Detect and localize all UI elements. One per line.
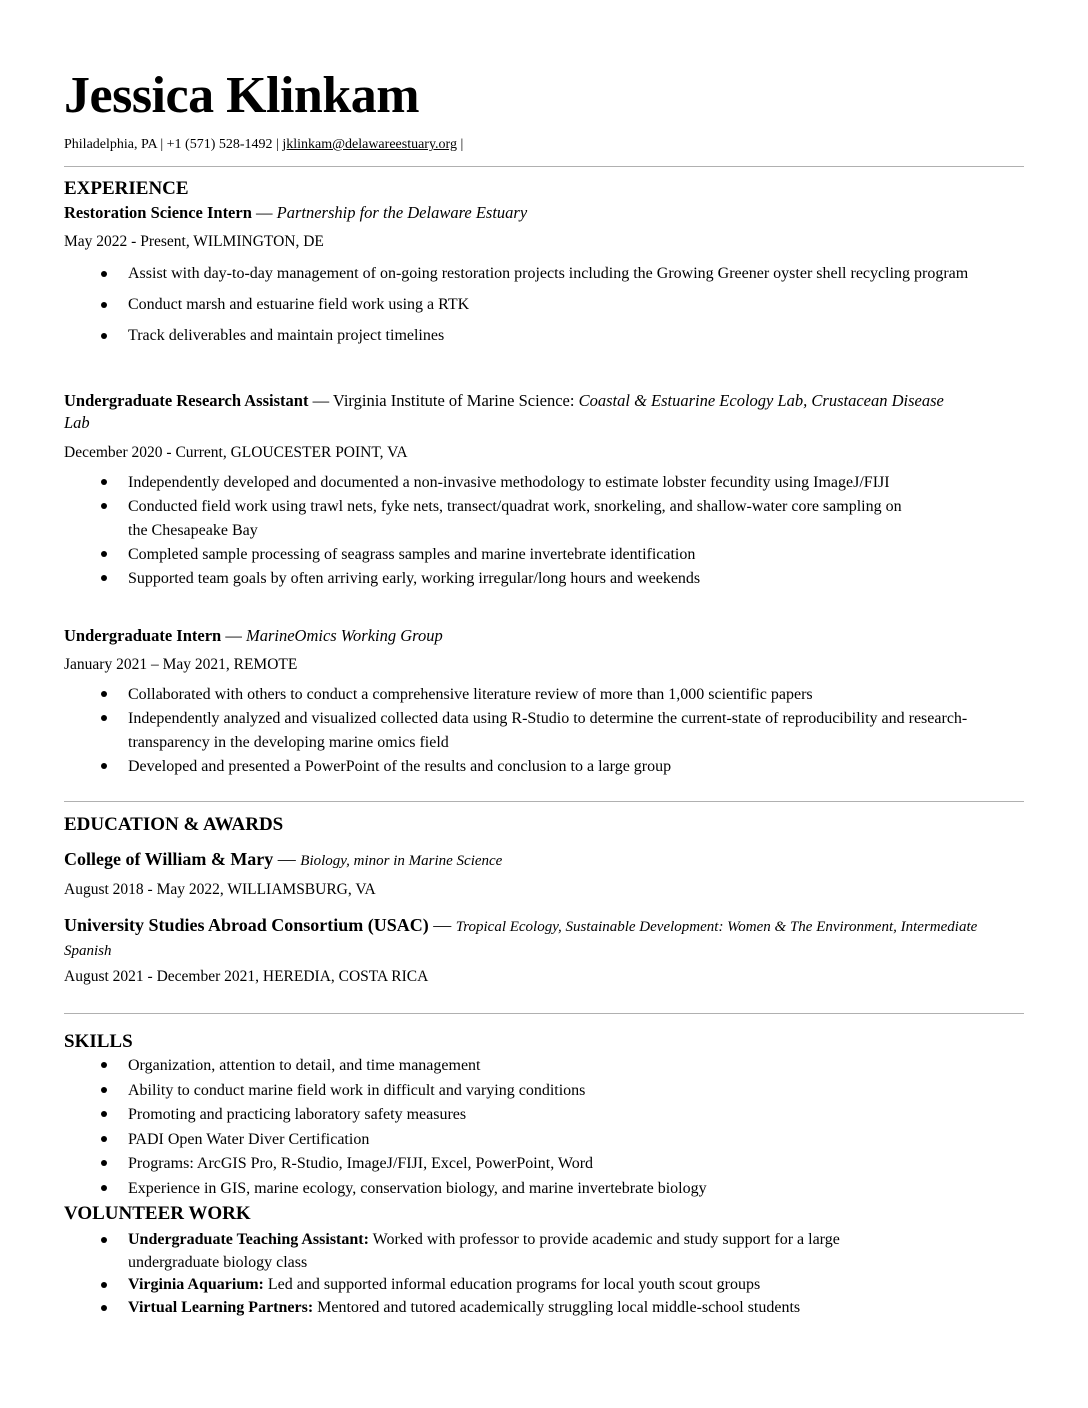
volunteer-text: Mentored and tutored academically struggling local middle-school students xyxy=(313,1298,801,1316)
dash: — xyxy=(273,849,301,869)
volunteer-role: Undergraduate Teaching Assistant: xyxy=(128,1231,369,1248)
job-date: May 2022 - Present, WILMINGTON, DE xyxy=(64,233,324,250)
job-title: Undergraduate Intern xyxy=(64,626,222,645)
volunteer-role: Virginia Aquarium: xyxy=(128,1276,264,1293)
section-heading-experience: EXPERIENCE xyxy=(64,178,189,199)
divider xyxy=(64,166,1024,167)
job-org-institute: Virginia Institute of Marine Science: xyxy=(332,391,579,410)
list-item: Independently developed and documented a non-invasive methodology to estimate lobster fecundity using ImageJ/FIJI xyxy=(64,471,909,495)
dash: — xyxy=(251,203,277,222)
list-item: Independently analyzed and visualized collected data using R-Studio to determine the current-state of reproducibility and research-transparency in the developing marine omics field xyxy=(64,707,1024,755)
phone: +1 (571) 528-1492 xyxy=(166,137,273,152)
contact-line xyxy=(64,137,463,153)
school-date: August 2021 - December 2021, HEREDIA, COSTA RICA xyxy=(64,968,429,985)
list-item: Track deliverables and maintain project timelines xyxy=(64,325,1024,347)
list-item: Programs: ArcGIS Pro, R-Studio, ImageJ/FIJI, Excel, PowerPoint, Word xyxy=(64,1152,1024,1177)
list-item: Organization, attention to detail, and time management xyxy=(64,1054,1024,1079)
job-title: Restoration Science Intern xyxy=(64,203,252,222)
job-bullets xyxy=(64,263,1024,356)
job-bullets xyxy=(64,683,1024,779)
job-date: December 2020 - Current, GLOUCESTER POINT, VA xyxy=(64,444,408,461)
separator: | xyxy=(156,137,167,152)
list-item xyxy=(64,1229,934,1274)
dash: — xyxy=(221,626,246,645)
skills-list xyxy=(64,1054,1024,1202)
location: Philadelphia, PA xyxy=(64,137,157,152)
job-bullets xyxy=(64,471,909,591)
section-heading-skills: SKILLS xyxy=(64,1031,133,1052)
volunteer-text: Led and supported informal education programs for local youth scout groups xyxy=(263,1276,761,1293)
job-org: Partnership for the Delaware Estuary xyxy=(276,203,528,222)
school-name: University Studies Abroad Consortium (USAC) xyxy=(64,915,429,935)
school-detail: Biology, minor in Marine Science xyxy=(300,853,503,869)
list-item: Supported team goals by often arriving early, working irregular/long hours and weekends xyxy=(64,567,909,591)
email-link[interactable]: jklinkam@delawareestuary.org xyxy=(282,137,457,152)
volunteer-list xyxy=(64,1229,934,1319)
list-item xyxy=(64,1297,934,1320)
divider xyxy=(64,801,1024,802)
divider xyxy=(64,1013,1024,1014)
volunteer-role: Virtual Learning Partners: xyxy=(128,1298,314,1316)
job-title-line xyxy=(64,390,964,434)
volunteer-text: Worked with professor to provide academic and study support for a large undergraduate biology class xyxy=(128,1231,840,1271)
school-name: College of William & Mary xyxy=(64,849,274,869)
school-date: August 2018 - May 2022, WILLIAMSBURG, VA xyxy=(64,881,376,898)
list-item: Experience in GIS, marine ecology, conservation biology, and marine invertebrate biology xyxy=(64,1177,1024,1202)
list-item xyxy=(64,1274,934,1297)
school-line xyxy=(64,914,984,962)
list-item: Completed sample processing of seagrass samples and marine invertebrate identification xyxy=(64,543,909,567)
job-date: January 2021 – May 2021, REMOTE xyxy=(64,656,298,673)
list-item: Promoting and practicing laboratory safety measures xyxy=(64,1103,1024,1128)
list-item: PADI Open Water Diver Certification xyxy=(64,1128,1024,1153)
job-org: Coastal & Estuarine Ecology Lab, Crustacean Disease Lab xyxy=(64,391,944,432)
dash: — xyxy=(428,915,456,935)
job-title-line xyxy=(64,625,964,647)
section-heading-education: EDUCATION & AWARDS xyxy=(64,814,284,835)
school-line xyxy=(64,848,964,872)
job-title: Undergraduate Research Assistant xyxy=(64,391,309,410)
job-org: MarineOmics Working Group xyxy=(245,626,443,645)
separator: | xyxy=(272,137,283,152)
list-item: Conducted field work using trawl nets, fyke nets, transect/quadrat work, snorkeling, and shallow-water core sampling on the Chesapeake Bay xyxy=(64,495,909,543)
separator: | xyxy=(456,137,464,152)
resume-name: Jessica Klinkam xyxy=(64,67,420,124)
list-item: Assist with day-to-day management of on-going restoration projects including the Growing Greener oyster shell recycling program xyxy=(64,263,1024,285)
list-item: Developed and presented a PowerPoint of the results and conclusion to a large group xyxy=(64,755,1024,779)
list-item: Collaborated with others to conduct a comprehensive literature review of more than 1,000 scientific papers xyxy=(64,683,1024,707)
dash: — xyxy=(308,391,333,410)
list-item: Conduct marsh and estuarine field work using a RTK xyxy=(64,294,1024,316)
school-detail: Tropical Ecology, Sustainable Development: Women & The Environment, Intermediate Spanish xyxy=(64,919,978,959)
job-title-line xyxy=(64,202,964,224)
section-heading-volunteer: VOLUNTEER WORK xyxy=(64,1203,251,1224)
list-item: Ability to conduct marine field work in difficult and varying conditions xyxy=(64,1079,1024,1104)
